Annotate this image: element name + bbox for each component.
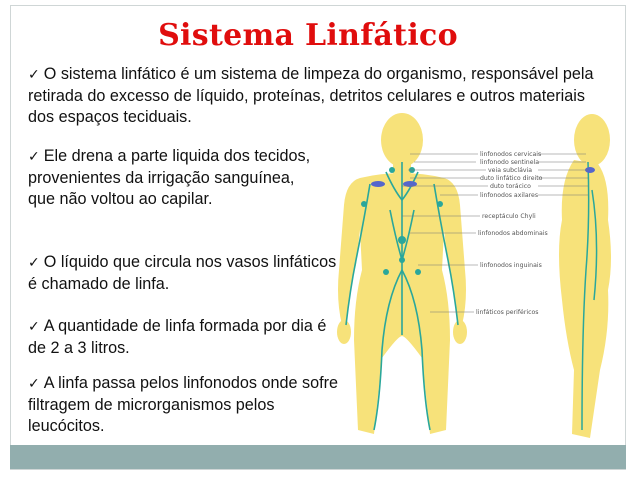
- check-icon: ✓: [28, 376, 40, 392]
- label-duto-linfatico-direito: duto linfático direito: [480, 175, 543, 182]
- bullet-3-text: O líquido que circula nos vasos linfáticos é chamado de linfa.: [28, 253, 337, 293]
- check-icon: ✓: [28, 67, 40, 83]
- label-duto-toracico: duto torácico: [490, 183, 531, 190]
- label-linfonodos-abdominais: linfonodos abdominais: [478, 230, 548, 237]
- check-icon: ✓: [28, 319, 40, 335]
- bullet-2-text: Ele drena a parte liquida dos tecidos, provenientes da irrigação sanguínea, que não voltou ao capilar.: [28, 147, 311, 208]
- label-linfonodo-sentinela: linfonodo sentinela: [480, 159, 540, 166]
- bullet-4-text: A quantidade de linfa formada por dia é de 2 a 3 litros.: [28, 317, 327, 357]
- label-veia-subclavia: veia subclávia: [488, 167, 533, 174]
- slide-title: Sistema Linfático: [158, 18, 458, 53]
- bullet-1-text: O sistema linfático é um sistema de limpeza do organismo, responsável pela retirada do excesso de líquido, proteínas, detritos celulares e outros materiais dos espaços teciduais.: [28, 65, 594, 126]
- figure-labels: [476, 151, 548, 316]
- label-linfaticos-perifericos: linfáticos periféricos: [476, 309, 539, 316]
- bullet-5-text: A linfa passa pelos linfonodos onde sofre filtragem de microrganismos pelos leucócitos.: [28, 374, 339, 435]
- footer-bar: [10, 445, 626, 469]
- label-linfonodos-cervicais: linfonodos cervicais: [480, 151, 542, 158]
- bullet-2: [28, 146, 313, 210]
- bullet-4: [28, 316, 328, 359]
- check-icon: ✓: [28, 255, 40, 271]
- lymphatic-system-illustration: [290, 100, 620, 445]
- label-receptaculo-chyli: receptáculo Chyli: [482, 213, 536, 220]
- label-linfonodos-inguinais: linfonodos inguinais: [480, 262, 542, 269]
- label-linfonodos-axilares: linfonodos axilares: [480, 192, 539, 199]
- check-icon: ✓: [28, 149, 40, 165]
